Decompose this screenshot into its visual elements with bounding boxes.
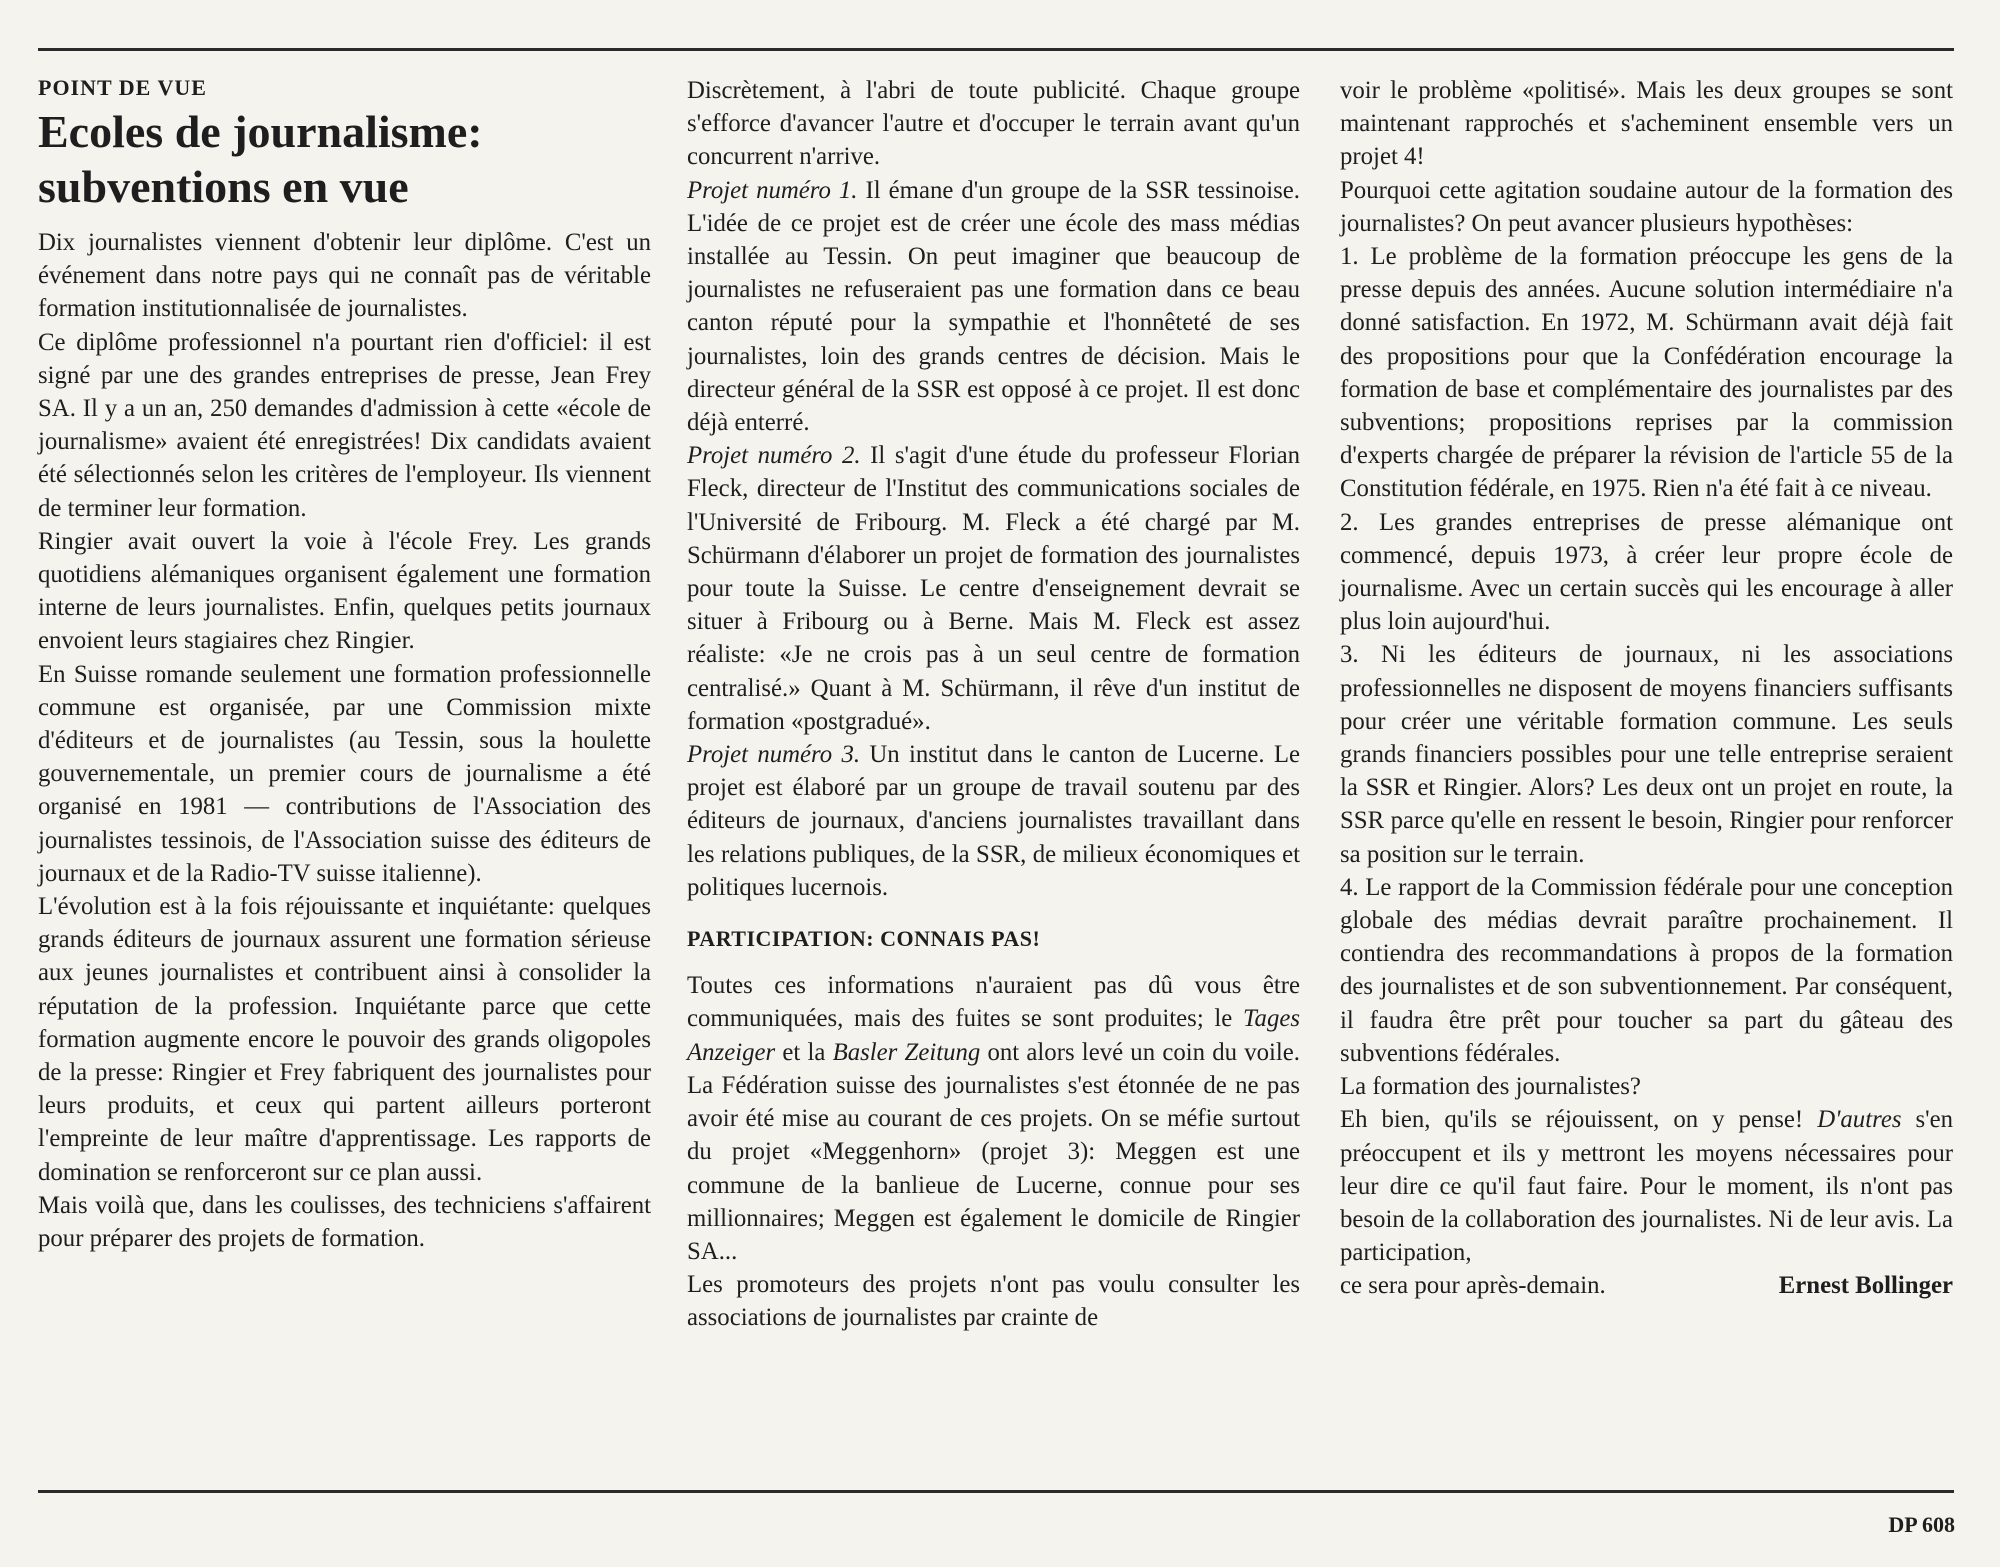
paragraph — [687, 439, 1300, 738]
paragraph — [1340, 1103, 1953, 1269]
section-heading: PARTICIPATION: CONNAIS PAS! — [687, 926, 1041, 952]
paragraph-text: Eh bien, qu'ils se réjouissent, on y pense! — [1340, 1106, 1818, 1134]
paragraph-text: ont alors levé un coin du voile. La Fédération suisse des journalistes s'est étonnée de ne pas avoir été mise au courant de ces projets. On se méfie surtout du projet «Meggenhorn» (projet 3): Meggen est une commune de la banlieue de Lucerne, connue pour ses millionnaires; Meggen est également le domicile de Ringier SA... — [687, 1038, 1300, 1265]
paragraph-text: Il s'agit d'une étude du professeur Florian Fleck, directeur de l'Institut des communications sociales de l'Université de Fribourg. M. Fleck a été chargé par M. Schürmann d'élaborer un projet de formation des journalistes pour toute la Suisse. Le centre d'enseignement devrait se situer à Fribourg ou à Berne. Mais M. Fleck est assez réaliste: «Je ne crois pas à un seul centre de formation centralisé.» Quant à M. Schürmann, il rêve d'un institut de formation «postgradué». — [687, 442, 1300, 735]
signature-line — [1340, 1269, 1953, 1302]
project-label: Projet numéro 1. — [687, 176, 858, 204]
paragraph: Dix journalistes viennent d'obtenir leur diplôme. C'est un événement dans notre pays qui ne connaît pas de véritable formation institutionnalisée de journalistes. — [38, 229, 651, 323]
kicker: POINT DE VUE — [38, 75, 207, 100]
newspaper-name: Tages Anzeiger — [687, 1005, 1300, 1066]
closing-text: ce sera pour après-demain. — [1340, 1272, 1606, 1300]
paragraph: Pourquoi cette agitation soudaine autour de la formation des journalistes? On peut avancer plusieurs hypothèses: — [1340, 176, 1953, 237]
paragraph: 2. Les grandes entreprises de presse alémanique ont commencé, depuis 1973, à créer leur propre école de journalisme. Avec un certain succès qui les encourage à aller plus loin aujourd'hui. — [1340, 508, 1953, 636]
paragraph: Discrètement, à l'abri de toute publicité. Chaque groupe s'efforce d'avancer l'autre et d'occuper le terrain avant qu'un concurrent n'arrive. — [687, 77, 1300, 171]
paragraph: La formation des journalistes? — [1340, 1073, 1641, 1101]
paragraph-text: et la — [775, 1038, 833, 1066]
paragraph — [687, 738, 1300, 904]
page-title — [38, 104, 651, 214]
paragraph: voir le problème «politisé». Mais les deux groupes se sont maintenant rapprochés et s'acheminent ensemble vers un projet 4! — [1340, 77, 1953, 171]
bottom-rule — [38, 1490, 1954, 1493]
paragraph: Mais voilà que, dans les coulisses, des techniciens s'affairent pour préparer des projets de formation. — [38, 1191, 651, 1253]
project-label: Projet numéro 2. — [687, 442, 861, 470]
paragraph — [687, 969, 1300, 1268]
paragraph: 3. Ni les éditeurs de journaux, ni les associations professionnelles ne disposent de moyens financiers suffisants pour créer une véritable formation commune. Les seuls grands financiers possibles pour une telle entreprise seraient la SSR et Ringier. Alors? Les deux ont un projet en route, la SSR parce qu'elle en ressent le besoin, Ringier pour renforcer sa position sur le terrain. — [1340, 641, 1953, 868]
project-label: Projet numéro 3. — [687, 741, 861, 769]
paragraph: 1. Le problème de la formation préoccupe les gens de la presse depuis des années. Aucune solution intermédiaire n'a donné satisfaction. En 1972, M. Schürmann avait déjà fait des propositions pour que la Confédération encourage la formation de base et complémentaire des journalistes par des subventions; propositions reprises par la commission d'experts chargée de préparer la révision de l'article 55 de la Constitution fédérale, en 1975. Rien n'a été fait à ce niveau. — [1340, 243, 1953, 503]
paragraph-text: s'en préoccupent et ils y mettront les moyens nécessaires pour leur dire ce qu'il faut faire. Pour le moment, ils n'ont pas besoin de la collaboration des journalistes. Ni de leur avis. La participation, — [1340, 1106, 1953, 1267]
author-name: Ernest Bollinger — [1778, 1272, 1953, 1300]
paragraph-text: Toutes ces informations n'auraient pas dû vous être communiquées, mais des fuites se sont produites; le — [687, 972, 1300, 1033]
title-line-1: Ecoles de journalisme: — [38, 106, 483, 157]
column-1 — [38, 74, 651, 1255]
paragraph-text: Un institut dans le canton de Lucerne. Le projet est élaboré par un groupe de travail soutenu par des éditeurs de journaux, d'anciens journalistes travaillant dans les relations publiques, de la SSR, de milieux économiques et politiques lucernois. — [687, 741, 1300, 901]
paragraph: Ce diplôme professionnel n'a pourtant rien d'officiel: il est signé par une des grandes entreprises de presse, Jean Frey SA. Il y a un an, 250 demandes d'admission à cette «école de journalisme» avaient été enregistrées! Dix candidats avaient été sélectionnés selon les critères de l'employeur. Ils viennent de terminer leur formation. — [38, 328, 651, 522]
paragraph: En Suisse romande seulement une formation professionnelle commune est organisée, par une Commission mixte d'éditeurs et de journalistes (au Tessin, sous la houlette gouvernementale, un premier cours de journalisme a été organisé en 1981 — contributions de l'Association des journalistes tessinois, de l'Association suisse des éditeurs de journaux et de la Radio-TV suisse italienne). — [38, 660, 651, 887]
paragraph-text: Il émane d'un groupe de la SSR tessinoise. L'idée de ce projet est de créer une école des mass médias installée au Tessin. On peut imaginer que beaucoup de journalistes ne refuseraient pas une formation dans ce beau canton réputé pour la sympathie et l'honnêteté de ses journalistes, loin des grands centres de décision. Mais le directeur général de la SSR est opposé à ce projet. Il est donc déjà enterré. — [687, 176, 1300, 437]
newspaper-name: Basler Zeitung — [832, 1038, 981, 1066]
paragraph — [687, 174, 1300, 440]
column-3 — [1340, 74, 1953, 1303]
column-2 — [687, 74, 1300, 1335]
paragraph: L'évolution est à la fois réjouissante et inquiétante: quelques grands éditeurs de journaux assurent une formation sérieuse aux jeunes journalistes et contribuent ainsi à consolider la réputation de la profession. Inquiétante parce que cette formation augmente encore le pouvoir des grands oligopoles de la presse: Ringier et Frey fabriquent des journalistes pour leurs produits, et ceux qui partent ailleurs porteront l'empreinte de leur maître d'apprentissage. Les rapports de domination se renforceront sur ce plan aussi. — [38, 893, 651, 1186]
top-rule — [38, 48, 1954, 51]
paragraph: Ringier avait ouvert la voie à l'école Frey. Les grands quotidiens alémaniques organisent également une formation interne de leurs journalistes. Enfin, quelques petits journaux envoient leurs stagiaires chez Ringier. — [38, 527, 651, 655]
emphasis: D'autres — [1817, 1106, 1902, 1134]
paragraph: 4. Le rapport de la Commission fédérale pour une conception globale des médias devrait paraître prochainement. Il contiendra des recommandations à propos de la formation des journalistes et de son subventionnement. Par conséquent, il faudra être prêt pour toucher sa part du gâteau des subventions fédérales. — [1340, 873, 1953, 1067]
issue-code: DP 608 — [1888, 1512, 1955, 1537]
title-line-2: subventions en vue — [38, 161, 409, 212]
paragraph: Les promoteurs des projets n'ont pas voulu consulter les associations de journalistes par crainte de — [687, 1271, 1300, 1332]
